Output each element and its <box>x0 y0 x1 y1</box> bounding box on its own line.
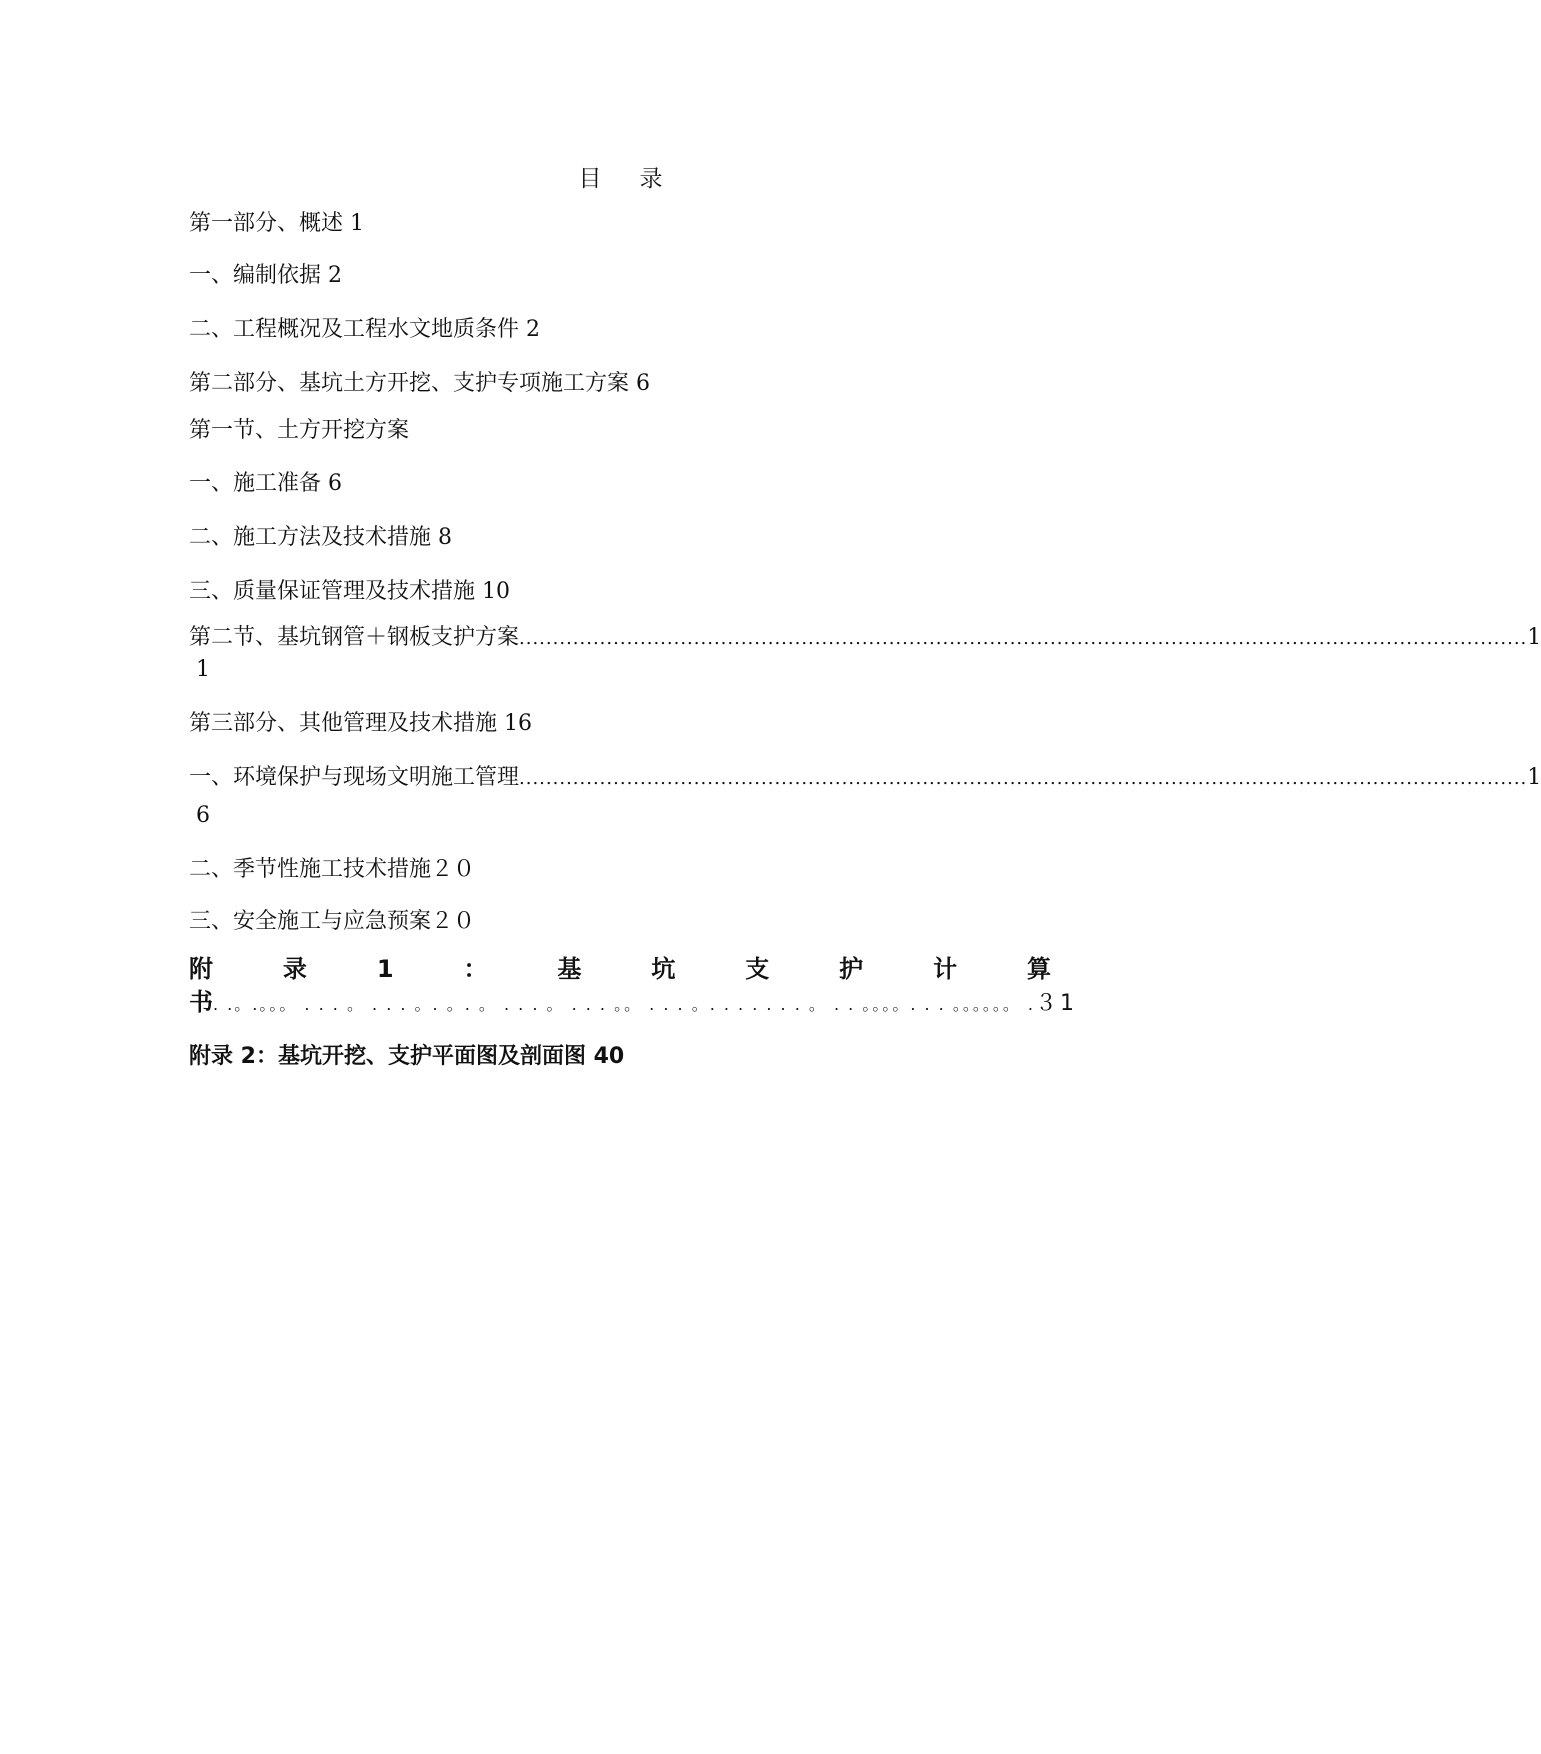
toc-page-number: 1 <box>1527 625 1541 650</box>
toc-entry[interactable]: 三、安全施工与应急预案２０ <box>189 909 476 934</box>
appendix1-char: 算 <box>1027 955 1051 983</box>
toc-title-left: 目 <box>578 166 602 192</box>
toc-page-number-wrap: 1 <box>196 657 210 682</box>
toc-leader-dots: . .。.。。。 . . . 。 . . . 。. 。. 。 . . . 。 . . . 。。 . . . 。. . . . . . . 。 . . 。。。。. . . 。。。。。。 . <box>213 995 1036 1014</box>
toc-entry[interactable]: 第一部分、概述 1 <box>189 211 364 236</box>
toc-entry-env[interactable] <box>189 764 1541 793</box>
appendix1-char: 附 <box>189 955 213 983</box>
toc-entry[interactable]: 第二部分、基坑土方开挖、支护专项施工方案 6 <box>189 371 650 396</box>
toc-entry[interactable]: 第三部分、其他管理及技术措施 16 <box>189 711 532 736</box>
toc-entry-text: 第二节、基坑钢管＋钢板支护方案 <box>189 625 520 650</box>
toc-leader-dots: ...................................................................................................................................................... <box>519 768 1528 789</box>
appendix1-tail-char: 书 <box>189 988 213 1016</box>
toc-title <box>0 160 1241 193</box>
appendix1-char: ： <box>463 955 488 983</box>
appendix1-char: 1 <box>376 955 394 983</box>
toc-entry[interactable]: 第一节、土方开挖方案 <box>189 418 410 443</box>
toc-entry-appendix2[interactable]: 附录 2：基坑开挖、支护平面图及剖面图 40 <box>189 1044 625 1069</box>
appendix1-char: 基 <box>557 955 582 983</box>
toc-entry[interactable]: 二、工程概况及工程水文地质条件 2 <box>189 317 540 342</box>
toc-page-number-wrap: 6 <box>196 803 210 828</box>
toc-entry-section2-2[interactable] <box>189 624 1541 653</box>
toc-page-number: ３1 <box>1035 991 1078 1016</box>
toc-entry[interactable]: 一、施工准备 6 <box>189 471 342 496</box>
toc-page-number: 1 <box>1527 765 1541 790</box>
toc-title-right: 录 <box>639 166 663 192</box>
toc-entry[interactable]: 三、质量保证管理及技术措施 10 <box>189 579 510 604</box>
appendix1-char: 录 <box>282 955 307 983</box>
toc-entry[interactable]: 一、编制依据 2 <box>189 263 342 288</box>
toc-entry-text: 一、环境保护与现场文明施工管理 <box>189 765 520 790</box>
toc-entry-appendix1-heading[interactable] <box>189 954 1051 984</box>
toc-leader-dots: ...................................................................................................................................................... <box>519 628 1528 649</box>
toc-entry-appendix1-tail[interactable] <box>189 988 1077 1019</box>
appendix1-char: 坑 <box>651 955 676 983</box>
toc-entry[interactable]: 二、施工方法及技术措施 8 <box>189 525 452 550</box>
toc-entry[interactable]: 二、季节性施工技术措施２０ <box>189 857 476 882</box>
appendix1-char: 护 <box>839 955 864 983</box>
appendix1-char: 支 <box>745 955 770 983</box>
appendix1-char: 计 <box>933 955 958 983</box>
